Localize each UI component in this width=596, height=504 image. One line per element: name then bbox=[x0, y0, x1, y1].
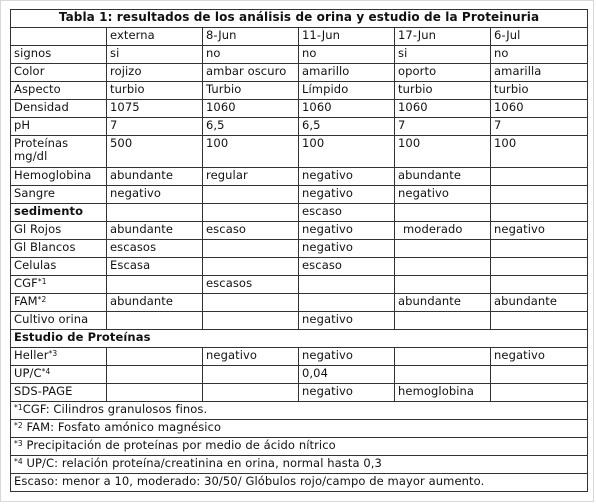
footnote-text: UP/C: relación proteína/creatinina en orina, normal hasta 0,3 bbox=[22, 456, 382, 470]
table-cell bbox=[395, 348, 491, 366]
table-row bbox=[11, 276, 588, 294]
table-cell: turbio bbox=[107, 82, 203, 100]
table-cell: negativo bbox=[299, 384, 395, 402]
table-cell bbox=[491, 366, 588, 384]
table-cell: hemoglobina bbox=[395, 384, 491, 402]
footnote-row bbox=[11, 438, 588, 456]
table-cell: negativo bbox=[299, 348, 395, 366]
row-label bbox=[11, 366, 107, 384]
title-row bbox=[11, 10, 588, 28]
row-label bbox=[11, 222, 107, 240]
row-label bbox=[11, 118, 107, 136]
table-cell: regular bbox=[203, 168, 299, 186]
footnote-text: Precipitación de proteínas por medio de ácido nítrico bbox=[22, 438, 336, 452]
table-row bbox=[11, 258, 588, 276]
table-row bbox=[11, 168, 588, 186]
table-cell bbox=[395, 258, 491, 276]
table-cell bbox=[491, 258, 588, 276]
footnote-row bbox=[11, 420, 588, 438]
table-cell bbox=[203, 312, 299, 330]
footnote bbox=[11, 438, 588, 456]
footnote-row bbox=[11, 456, 588, 474]
table-cell: negativo bbox=[203, 348, 299, 366]
table-row bbox=[11, 384, 588, 402]
row-label-text: SDS-PAGE bbox=[14, 384, 73, 398]
footnote-text: CGF: Cilindros granulosos finos. bbox=[22, 402, 208, 416]
footnote bbox=[11, 420, 588, 438]
results-table-body bbox=[11, 10, 588, 492]
table-row bbox=[11, 118, 588, 136]
table-cell bbox=[203, 366, 299, 384]
table-cell bbox=[491, 312, 588, 330]
table-cell: abundante bbox=[107, 168, 203, 186]
footnote-marker: *3 bbox=[48, 349, 58, 358]
table-cell bbox=[107, 366, 203, 384]
table-cell: no bbox=[203, 46, 299, 64]
table-cell: Escasa bbox=[107, 258, 203, 276]
row-label-text: Densidad bbox=[14, 100, 69, 114]
table-cell: 0,04 bbox=[299, 366, 395, 384]
row-label bbox=[11, 82, 107, 100]
table-cell bbox=[491, 186, 588, 204]
row-label-text: pH bbox=[14, 118, 31, 132]
table-cell bbox=[491, 240, 588, 258]
footnote-text: FAM: Fosfato amónico magnésico bbox=[22, 420, 222, 434]
table-cell: Límpido bbox=[299, 82, 395, 100]
row-label bbox=[11, 276, 107, 294]
row-label bbox=[11, 168, 107, 186]
row-label-text: CGF bbox=[14, 276, 38, 290]
table-cell: escaso bbox=[299, 204, 395, 222]
row-label bbox=[11, 136, 107, 168]
table-cell: negativo bbox=[299, 222, 395, 240]
table-row bbox=[11, 348, 588, 366]
table-cell: negativo bbox=[395, 186, 491, 204]
footnote-marker: *2 bbox=[14, 421, 23, 430]
table-cell: escaso bbox=[299, 258, 395, 276]
table-cell: amarilla bbox=[491, 64, 588, 82]
table-row bbox=[11, 366, 588, 384]
table-cell: si bbox=[107, 46, 203, 64]
table-cell: si bbox=[395, 46, 491, 64]
table-cell: negativo bbox=[107, 186, 203, 204]
footnote-marker: *3 bbox=[14, 439, 23, 448]
table-cell bbox=[395, 312, 491, 330]
table-cell: 7 bbox=[491, 118, 588, 136]
header-cell: externa bbox=[107, 28, 203, 46]
table-cell bbox=[299, 294, 395, 312]
table-cell bbox=[107, 312, 203, 330]
row-label bbox=[11, 312, 107, 330]
row-label bbox=[11, 100, 107, 118]
table-cell: no bbox=[299, 46, 395, 64]
table-cell: escasos bbox=[203, 276, 299, 294]
header-cell: 11-Jun bbox=[299, 28, 395, 46]
table-row bbox=[11, 100, 588, 118]
table-cell: oporto bbox=[395, 64, 491, 82]
table-cell: abundante bbox=[107, 222, 203, 240]
footnote bbox=[11, 474, 588, 492]
footnote bbox=[11, 456, 588, 474]
table-cell bbox=[203, 204, 299, 222]
table-cell: abundante bbox=[395, 294, 491, 312]
row-label-text: Sangre bbox=[14, 186, 56, 200]
table-cell bbox=[107, 384, 203, 402]
row-label-text: FAM bbox=[14, 294, 38, 308]
table-cell bbox=[491, 168, 588, 186]
table-cell bbox=[203, 294, 299, 312]
table-cell bbox=[107, 348, 203, 366]
table-cell: abundante bbox=[395, 168, 491, 186]
table-cell: 100 bbox=[491, 136, 588, 168]
footnote-marker: *4 bbox=[14, 457, 23, 466]
footnote-marker: *1 bbox=[14, 403, 23, 412]
row-label-text: Heller bbox=[14, 348, 49, 362]
table-cell: turbio bbox=[395, 82, 491, 100]
table-cell bbox=[395, 204, 491, 222]
footnote-text: Escaso: menor a 10, moderado: 30/50/ Glóbulos rojo/campo de mayor aumento. bbox=[14, 474, 485, 488]
table-cell bbox=[491, 276, 588, 294]
table-cell: negativo bbox=[299, 186, 395, 204]
table-row bbox=[11, 64, 588, 82]
table-cell: turbio bbox=[491, 82, 588, 100]
table-title: Tabla 1: resultados de los análisis de orina y estudio de la Proteinuria bbox=[11, 10, 588, 28]
table-cell bbox=[395, 366, 491, 384]
table-cell bbox=[395, 240, 491, 258]
table-cell: 500 bbox=[107, 136, 203, 168]
table-row bbox=[11, 82, 588, 100]
header-row bbox=[11, 28, 588, 46]
table-row bbox=[11, 294, 588, 312]
table-row bbox=[11, 186, 588, 204]
table-cell: negativo bbox=[491, 222, 588, 240]
row-label bbox=[11, 294, 107, 312]
table-cell bbox=[203, 258, 299, 276]
table-cell: ambar oscuro bbox=[203, 64, 299, 82]
header-cell: 17-Jun bbox=[395, 28, 491, 46]
row-label-text: Cultivo orina bbox=[14, 312, 89, 326]
table-row bbox=[11, 136, 588, 168]
table-cell bbox=[395, 276, 491, 294]
table-cell: rojizo bbox=[107, 64, 203, 82]
table-cell: negativo bbox=[299, 168, 395, 186]
results-table bbox=[10, 9, 588, 492]
footnote-row bbox=[11, 402, 588, 420]
row-label-text: Aspecto bbox=[14, 82, 61, 96]
row-label-text: UP/C bbox=[14, 366, 42, 380]
table-cell: 6,5 bbox=[203, 118, 299, 136]
table-cell: abundante bbox=[491, 294, 588, 312]
table-cell: Turbio bbox=[203, 82, 299, 100]
table-row bbox=[11, 312, 588, 330]
table-cell: 6,5 bbox=[299, 118, 395, 136]
table-cell: 100 bbox=[395, 136, 491, 168]
row-label bbox=[11, 64, 107, 82]
row-label bbox=[11, 348, 107, 366]
header-cell: 6-Jul bbox=[491, 28, 588, 46]
table-cell: 100 bbox=[203, 136, 299, 168]
row-label-text: Gl Rojos bbox=[14, 222, 62, 236]
row-label bbox=[11, 384, 107, 402]
footnote-marker: *1 bbox=[37, 277, 47, 286]
row-label bbox=[11, 240, 107, 258]
table-row bbox=[11, 240, 588, 258]
section-header-row bbox=[11, 330, 588, 348]
table-cell: 1060 bbox=[299, 100, 395, 118]
table-cell bbox=[203, 186, 299, 204]
table-cell bbox=[107, 276, 203, 294]
section-header-proteinas: Estudio de Proteínas bbox=[11, 330, 588, 348]
table-cell: escaso bbox=[203, 222, 299, 240]
row-label bbox=[11, 186, 107, 204]
table-cell: 7 bbox=[395, 118, 491, 136]
table-cell: 1075 bbox=[107, 100, 203, 118]
row-label-text: Hemoglobina bbox=[14, 168, 92, 182]
table-cell bbox=[299, 276, 395, 294]
table-cell: 1060 bbox=[395, 100, 491, 118]
table-cell bbox=[107, 204, 203, 222]
section-header-sedimento: sedimento bbox=[11, 204, 107, 222]
table-cell: amarillo bbox=[299, 64, 395, 82]
footnote bbox=[11, 402, 588, 420]
table-cell bbox=[491, 384, 588, 402]
table-cell: negativo bbox=[299, 312, 395, 330]
footnote-row bbox=[11, 474, 588, 492]
table-cell: abundante bbox=[107, 294, 203, 312]
row-label bbox=[11, 258, 107, 276]
header-cell: 8-Jun bbox=[203, 28, 299, 46]
row-label-text: Color bbox=[14, 64, 45, 78]
row-label-text: signos bbox=[14, 46, 52, 60]
table-row bbox=[11, 222, 588, 240]
table-cell: 7 bbox=[107, 118, 203, 136]
table-cell bbox=[203, 240, 299, 258]
table-cell bbox=[203, 384, 299, 402]
table-cell: escasos bbox=[107, 240, 203, 258]
table-row bbox=[11, 46, 588, 64]
header-cell bbox=[11, 28, 107, 46]
table-cell: moderado bbox=[395, 222, 491, 240]
table-cell: 1060 bbox=[491, 100, 588, 118]
footnote-marker: *2 bbox=[37, 295, 47, 304]
row-label bbox=[11, 46, 107, 64]
table-cell: no bbox=[491, 46, 588, 64]
table-cell: 100 bbox=[299, 136, 395, 168]
footnote-marker: *4 bbox=[41, 367, 51, 376]
table-cell: negativo bbox=[491, 348, 588, 366]
row-label-text: Gl Blancos bbox=[14, 240, 76, 254]
table-cell bbox=[491, 204, 588, 222]
row-label-text: Celulas bbox=[14, 258, 57, 272]
row-label-text: Proteínas mg/dl bbox=[14, 136, 69, 163]
table-cell: negativo bbox=[299, 240, 395, 258]
section-header-row bbox=[11, 204, 588, 222]
table-cell: 1060 bbox=[203, 100, 299, 118]
